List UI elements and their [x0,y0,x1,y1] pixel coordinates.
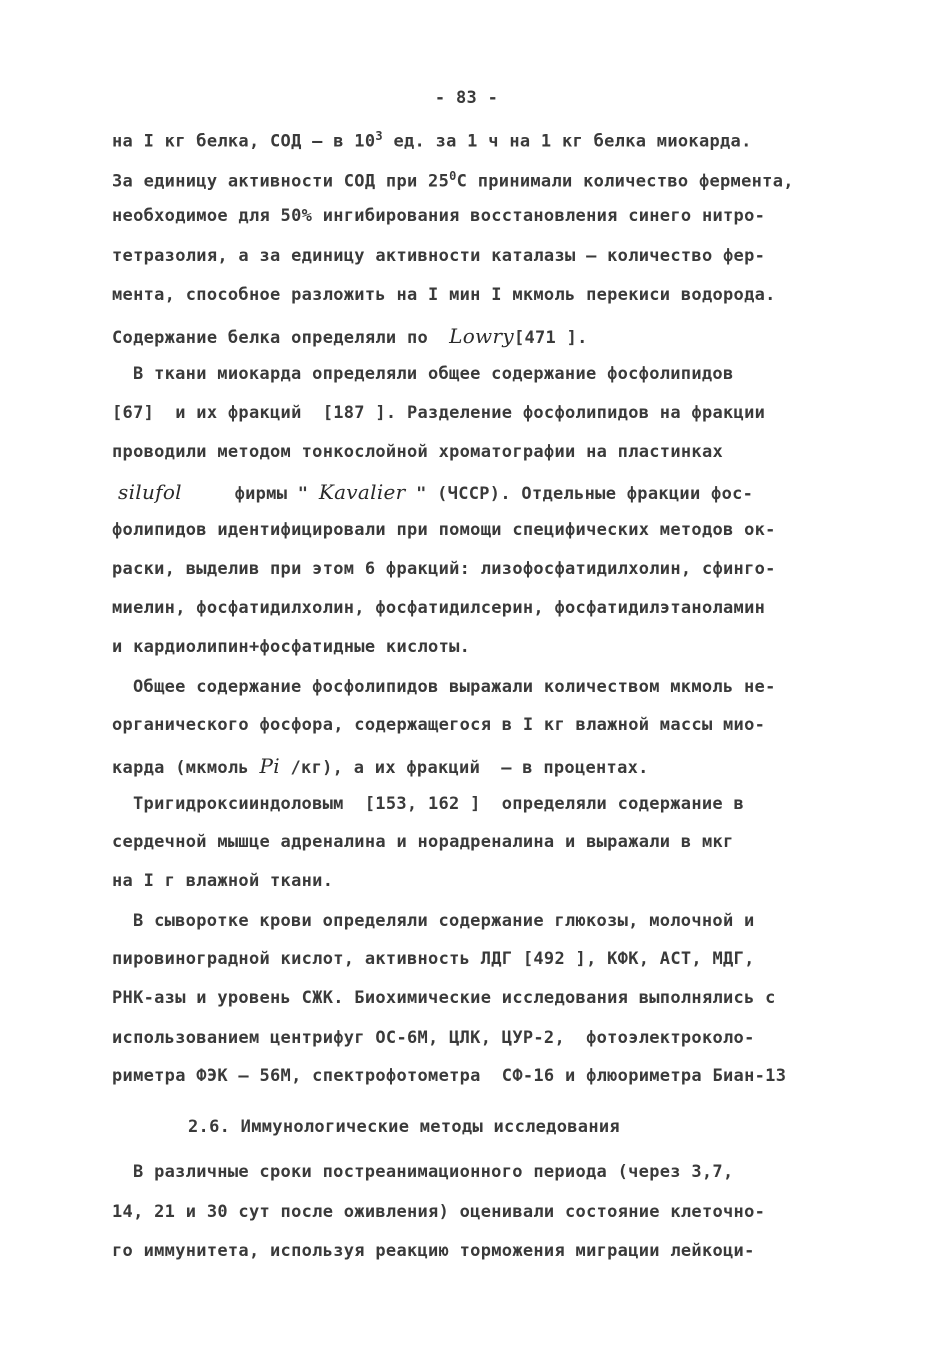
page-number: - 83 - [434,88,499,108]
text-line [112,1030,755,1047]
typed-text: [471 ]. [513,328,588,348]
text-line [112,405,765,422]
text-line [133,913,755,930]
text-line [133,1164,734,1181]
text-line [112,1204,765,1221]
handwritten-insert: Lowry [449,324,514,348]
typed-text: /кг), а их фракций – в процентах. [279,758,649,778]
typed-text: [67] и их фракций [187 ]. Разделение фосфолипидов на фракции [112,403,766,423]
text-line [112,600,765,617]
superscript: 0 [449,169,457,183]
typed-text: органического фосфора, содержащегося в I кг влажной массы мио- [112,715,766,735]
text-line [133,796,744,813]
handwritten-insert: silufol [118,480,182,504]
typed-text: За единицу активности СОД при 25 [112,171,450,192]
handwritten-insert: Pi [259,754,280,778]
handwritten-insert: Kavalier [318,480,406,504]
typed-text: Общее содержание фосфолипидов выражали количеством мкмоль не- [133,677,776,697]
typed-text: го иммунитета, используя реакцию торможения миграции лейкоци- [112,1241,755,1261]
text-line [112,561,776,578]
typed-text: РНК-азы и уровень СЖК. Биохимические исследования выполнялись с [112,988,776,1008]
typed-text: 14, 21 и 30 сут после оживления) оценивали состояние клеточно- [112,1202,766,1222]
text-line [112,834,734,851]
typed-text: фолипидов идентифицировали при помощи специфических методов ок- [112,520,776,540]
text-line [112,951,755,968]
text-line [133,366,734,383]
typed-text: необходимое для 50% ингибирования восстановления синего нитро- [112,206,766,226]
text-line [133,679,776,696]
text-line [112,326,588,347]
text-line [118,482,753,503]
text-line [112,639,470,656]
text-line [112,444,723,461]
typed-text: Содержание белка определяли по [112,328,450,348]
typed-text: на I кг белка, СОД – в 10 [112,131,376,152]
typed-text: сердечной мышце адреналина и норадреналина и выражали в мкг [112,832,734,852]
typed-text: В различные сроки постреанимационного периода (через 3,7, [133,1162,734,1182]
text-line [112,208,765,225]
text-line [112,717,765,734]
typed-text: мента, способное разложить на I мин I мкмоль перекиси водорода. [112,285,776,305]
text-line [112,1068,786,1085]
typed-text: проводили методом тонкослойной хроматографии на пластинках [112,442,724,462]
typed-text: пировиноградной кислот, активность ЛДГ [492 ], КФК, АСТ, МДГ, [112,949,755,969]
superscript: 3 [375,129,383,143]
typed-text: 2.6. Иммунологические методы исследования [188,1117,620,1137]
typed-text: В ткани миокарда определяли общее содержание фосфолипидов [133,364,734,384]
typed-text: Тригидроксииндоловым [153, 162 ] определяли содержание в [133,794,745,814]
typed-text: " (ЧССР). Отдельные фракции фос- [405,484,754,504]
typed-text: на I г влажной ткани. [112,871,334,891]
typed-text: карда (мкмоль [112,758,260,778]
text-line [112,756,649,777]
text-line [112,1243,755,1260]
text-line [112,170,794,191]
text-line [112,873,333,890]
typed-text: тетразолия, а за единицу активности каталазы – количество фер- [112,246,766,266]
typed-text: фирмы " [181,484,319,504]
text-line [112,287,776,304]
typed-text: миелин, фосфатидилхолин, фосфатидилсерин, фосфатидилэтаноламин [112,598,766,618]
typed-text: и кардиолипин+фосфатидные кислоты. [112,637,471,657]
text-line [112,248,765,265]
typed-text: риметра ФЭК – 56М, спектрофотометра СФ-16 и флюориметра Биан-13 [112,1066,787,1086]
typed-text: раски, выделив при этом 6 фракций: лизофосфатидилхолин, сфинго- [112,559,776,579]
text-line [188,1119,620,1136]
typed-text: ед. за 1 ч на 1 кг белка миокарда. [382,131,752,152]
typed-text: С принимали количество фермента, [456,171,794,192]
text-line [112,130,752,151]
text-line [112,522,776,539]
typed-text: В сыворотке крови определяли содержание глюкозы, молочной и [133,911,755,931]
text-line [112,990,776,1007]
typed-text: использованием центрифуг ОС-6М, ЦЛК, ЦУР-2, фотоэлектроколо- [112,1028,755,1048]
